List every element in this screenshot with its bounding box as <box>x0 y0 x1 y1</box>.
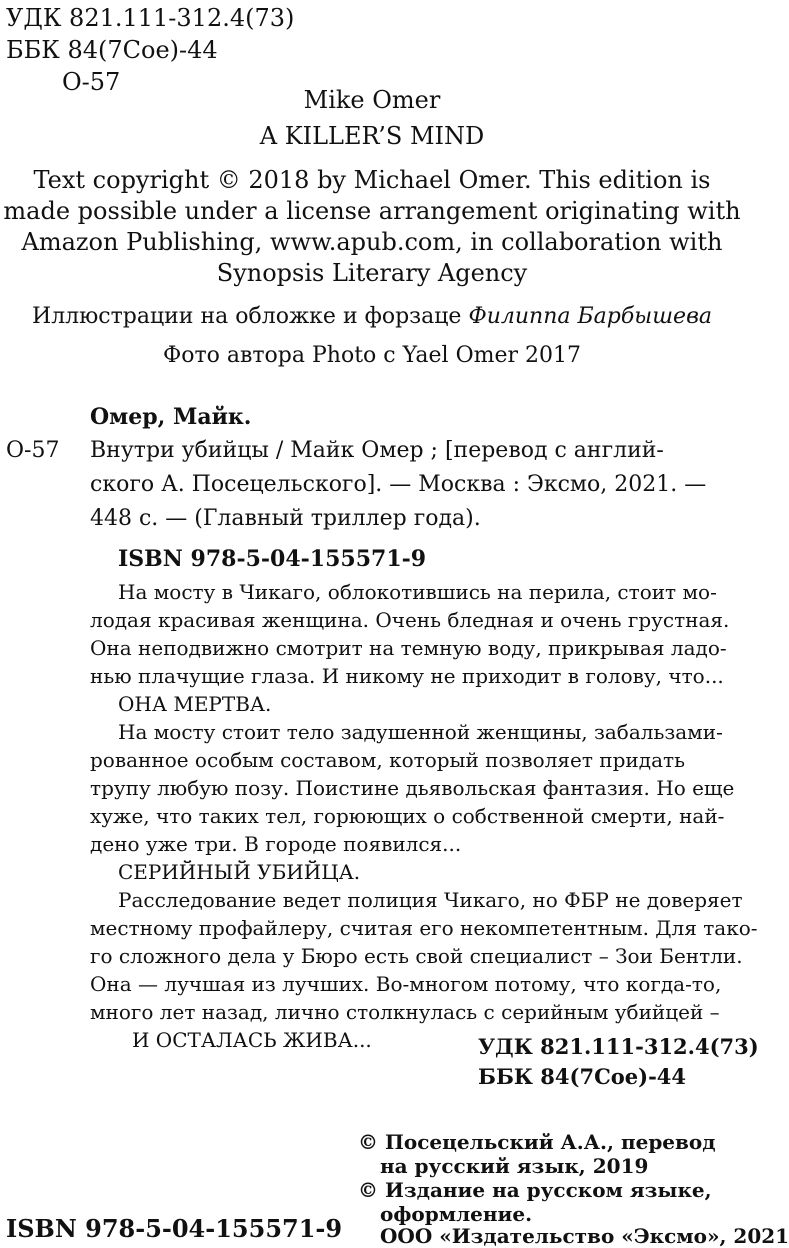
annotation-line: СЕРИЙНЫЙ УБИЙЦА. <box>118 860 361 884</box>
illustrations-credit: Иллюстрации на обложке и форзаце Филиппа Барбышева <box>32 304 712 329</box>
annotation-line: лодая красивая женщина. Очень бледная и очень грустная. <box>90 608 730 632</box>
annotation-line: Расследование ведет полиция Чикаго, но ФБР не доверяет <box>118 888 743 912</box>
copyright-line: © Издание на русском языке, <box>358 1178 712 1202</box>
catalog-author-heading: Омер, Майк. <box>90 404 252 430</box>
license-line-1: Text copyright © 2018 by Michael Omer. This edition is <box>33 166 711 194</box>
udk-code: УДК 821.111-312.4(73) <box>6 4 295 32</box>
catalog-author-code: О-57 <box>6 438 60 463</box>
annotation-line: На мосту стоит тело задушенной женщины, забальзами- <box>118 720 723 744</box>
author-code: О-57 <box>62 68 121 96</box>
bottom-isbn: ISBN 978-5-04-155571-9 <box>6 1214 343 1243</box>
license-line-2: made possible under a license arrangement originating with <box>3 197 741 225</box>
annotation-line: ОНА МЕРТВА. <box>118 692 272 716</box>
annotation-line: трупу любую позу. Поистине дьявольская фантазия. Но еще <box>90 776 735 800</box>
copyright-line: оформление. <box>380 1202 533 1226</box>
annotation-line: Она — лучшая из лучших. Во-многом потому, что когда-то, <box>90 972 722 996</box>
annotation-line: И ОСТАЛАСЬ ЖИВА... <box>132 1028 372 1052</box>
original-title: A KILLER’S MIND <box>259 122 485 150</box>
annotation-line: дено уже три. В городе появился... <box>90 832 462 856</box>
catalog-isbn: ISBN 978-5-04-155571-9 <box>118 546 427 572</box>
photo-credit: Фото автора Photo с Yael Omer 2017 <box>162 343 582 368</box>
catalog-desc-line-2: ского А. Посецельского]. — Москва : Эксмо, 2021. — <box>90 472 707 497</box>
annotation-line: Она неподвижно смотрит на темную воду, прикрывая ладо- <box>90 636 727 660</box>
annotation-line: много лет назад, лично столкнулась с серийным убийцей – <box>90 1000 720 1024</box>
annotation-line: рованное особым составом, который позволяет придать <box>90 748 685 772</box>
catalog-desc-line-1: Внутри убийцы / Майк Омер ; [перевод с англий- <box>90 438 664 463</box>
license-line-3: Amazon Publishing, www.apub.com, in collaboration with <box>21 228 723 256</box>
bbk-code: ББК 84(7Сое)-44 <box>6 36 218 64</box>
artist-name: Филиппа Барбышева <box>468 304 712 329</box>
annotation-line: На мосту в Чикаго, облокотившись на перила, стоит мо- <box>118 580 717 604</box>
original-author: Mike Omer <box>303 86 441 114</box>
annotation-line: хуже, что таких тел, горюющих о собственной смерти, най- <box>90 804 725 828</box>
copyright-line: © Посецельский А.А., перевод <box>358 1130 716 1154</box>
annotation-line: местному профайлеру, считая его некомпетентным. Для тако- <box>90 916 758 940</box>
footer-bbk-code: ББК 84(7Сое)-44 <box>478 1064 687 1089</box>
license-line-4: Synopsis Literary Agency <box>216 259 528 287</box>
footer-udk-code: УДК 821.111-312.4(73) <box>478 1034 759 1059</box>
copyright-line: на русский язык, 2019 <box>380 1154 649 1178</box>
catalog-desc-line-3: 448 с. — (Главный триллер года). <box>90 506 481 531</box>
annotation-line: нью плачущие глаза. И никому не приходит в голову, что... <box>90 664 724 688</box>
copyright-line: ООО «Издательство «Эксмо», 2021 <box>380 1224 789 1248</box>
annotation-line: го сложного дела у Бюро есть свой специалист – Зои Бентли. <box>90 944 743 968</box>
